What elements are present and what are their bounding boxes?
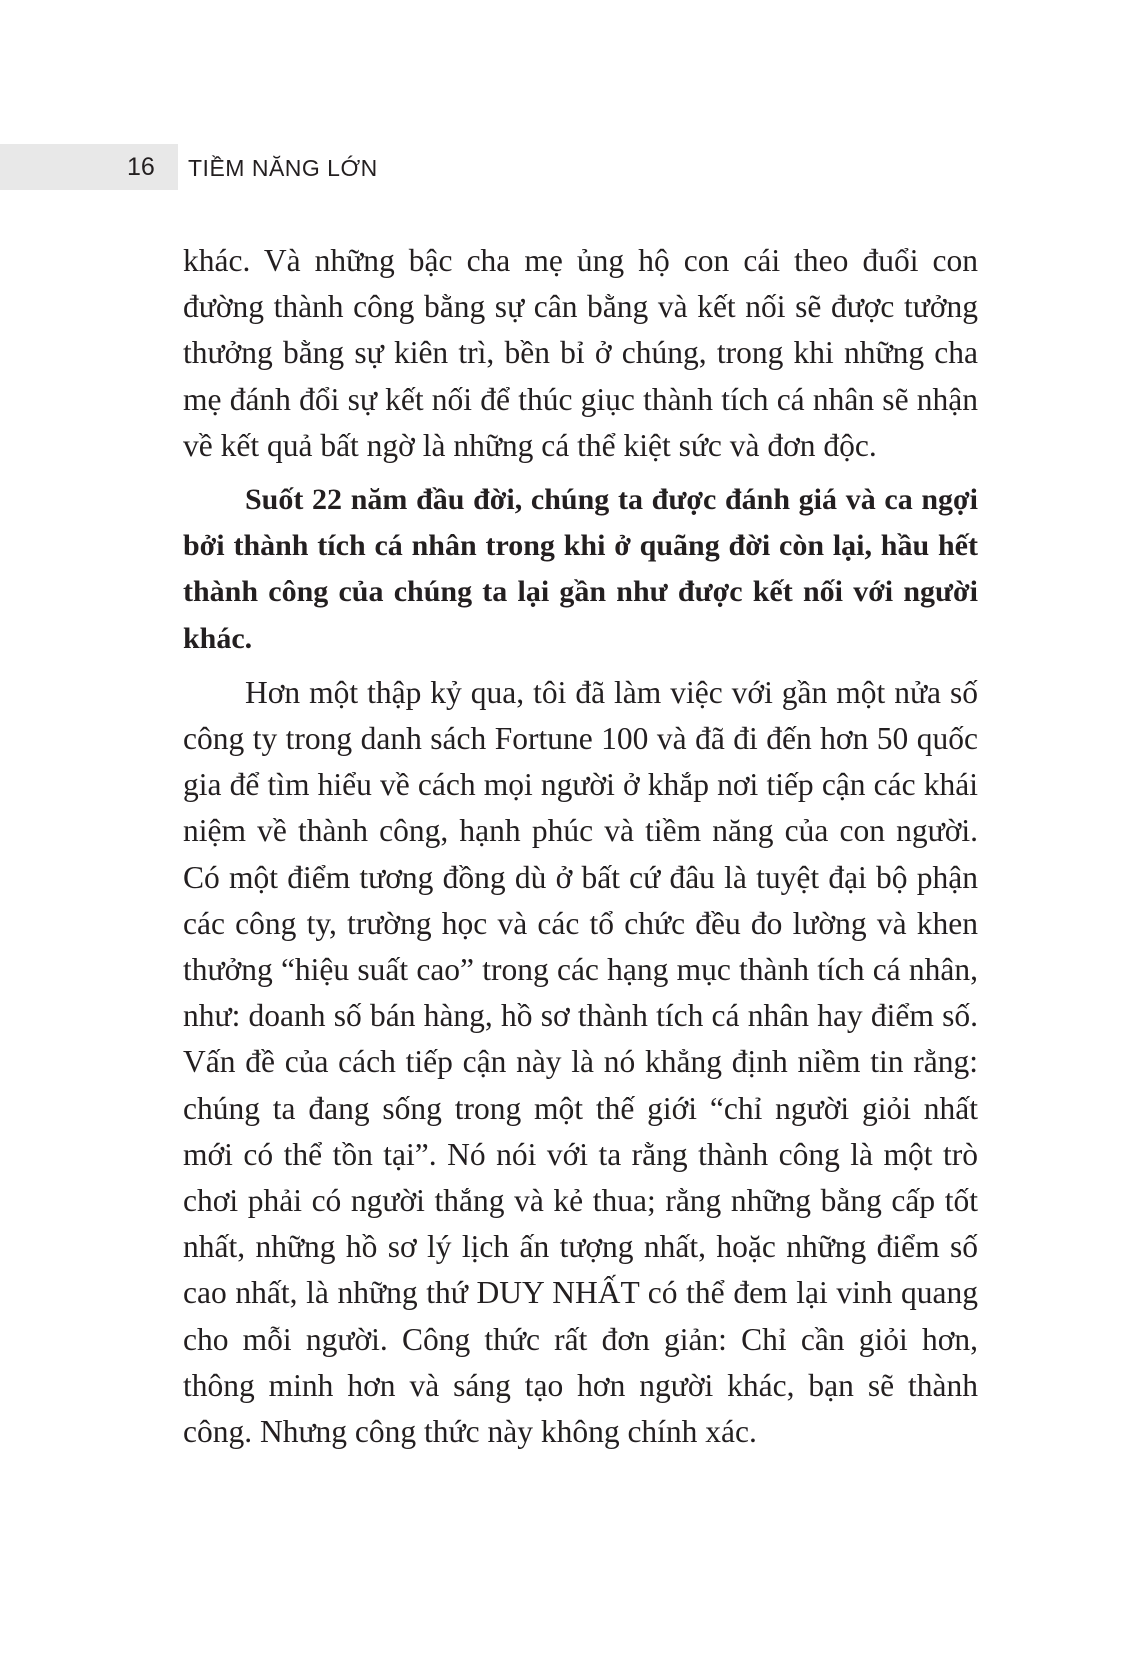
paragraph-highlight: Suốt 22 năm đầu đời, chúng ta được đánh giá và ca ngợi bởi thành tích cá nhân trong khi ở quãng đời còn lại, hầu hết thành công của chúng ta lại gần như được kết nối với người khác. (183, 483, 978, 655)
page-number: 16 (127, 153, 155, 181)
body-text (183, 238, 978, 1463)
running-title: TIỀM NĂNG LỚN (188, 155, 378, 181)
paragraph-continuation: khác. Và những bậc cha mẹ ủng hộ con cái theo đuổi con đường thành công bằng sự cân bằng và kết nối sẽ được tưởng thưởng bằng sự kiên trì, bền bỉ ở chúng, trong khi những cha mẹ đánh đổi sự kết nối để thúc giục thành tích cá nhân sẽ nhận về kết quả bất ngờ là những cá thể kiệt sức và đơn độc. (183, 243, 978, 463)
paragraph-main: Hơn một thập kỷ qua, tôi đã làm việc với gần một nửa số công ty trong danh sách Fortune 100 và đã đi đến hơn 50 quốc gia để tìm hiểu về cách mọi người ở khắp nơi tiếp cận các khái niệm về thành công, hạnh phúc và tiềm năng của con người. Có một điểm tương đồng dù ở bất cứ đâu là tuyệt đại bộ phận các công ty, trường học và các tổ chức đều đo lường và khen thưởng “hiệu suất cao” trong các hạng mục thành tích cá nhân, như: doanh số bán hàng, hồ sơ thành tích cá nhân hay điểm số. Vấn đề của cách tiếp cận này là nó khẳng định niềm tin rằng: chúng ta đang sống trong một thế giới “chỉ người giỏi nhất mới có thể tồn tại”. Nó nói với ta rằng thành công là một trò chơi phải có người thắng và kẻ thua; rằng những bằng cấp tốt nhất, những hồ sơ lý lịch ấn tượng nhất, hoặc những điểm số cao nhất, là những thứ DUY NHẤT có thể đem lại vinh quang cho mỗi người. Công thức rất đơn giản: Chỉ cần giỏi hơn, thông minh hơn và sáng tạo hơn người khác, bạn sẽ thành công. Nhưng công thức này không chính xác. (183, 674, 978, 1450)
